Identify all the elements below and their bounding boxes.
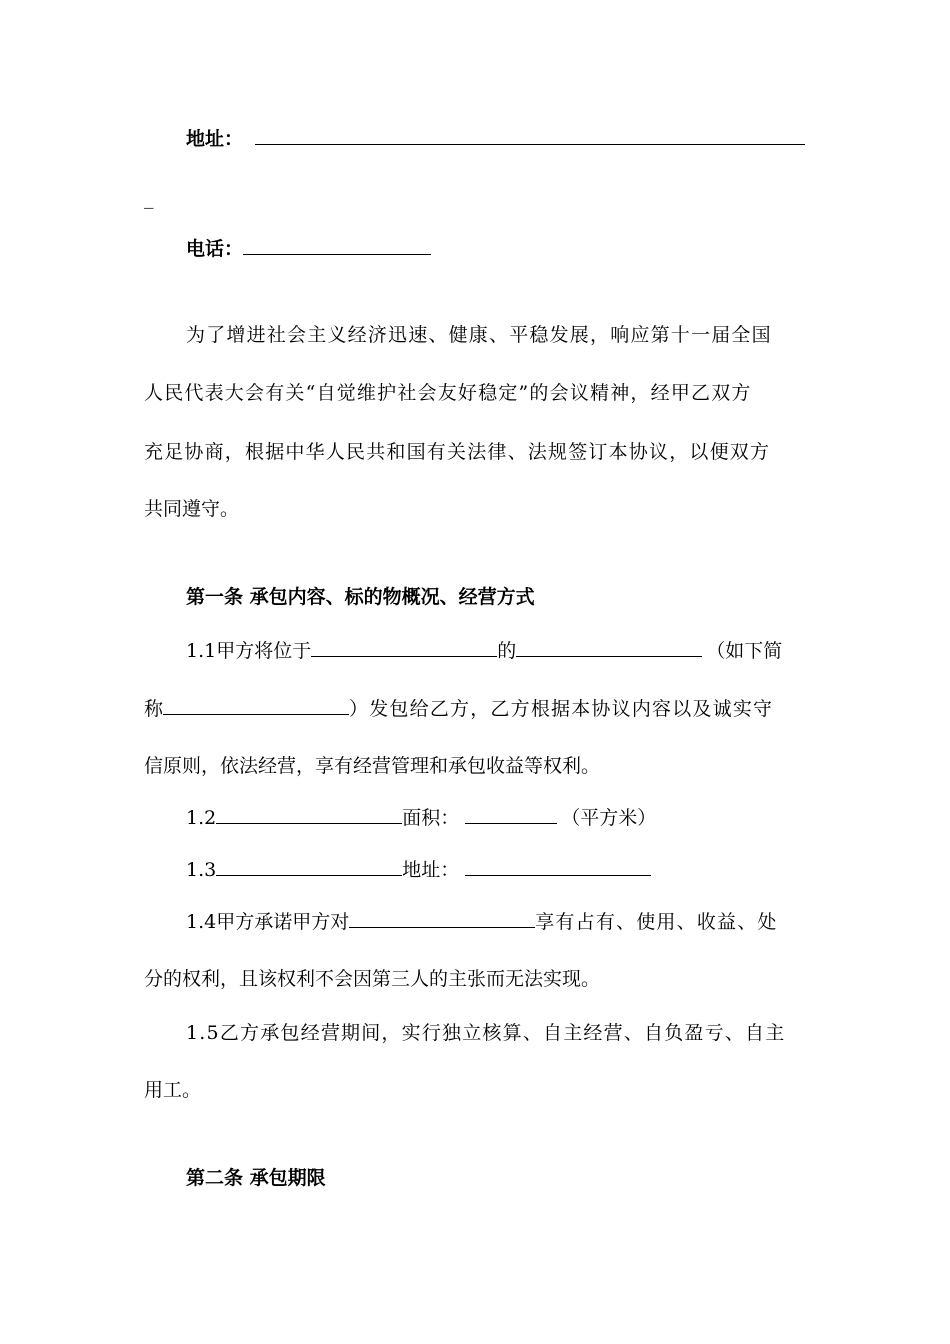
address-label: 地址： [186,128,244,150]
clause-1-1 [186,638,782,663]
clause-1-1-mid: 的 [497,640,517,662]
clause-1-1-suffix: （如下简 [706,640,783,662]
clause-1-2 [186,805,656,830]
article-2-heading: 第二条 承包期限 [186,1167,326,1189]
clause-1-1-cont2: 信原则，依法经营，享有经营管理和承包收益等权利。 [144,755,601,777]
intro-line-3: 充足协商，根据中华人民共和国有关法律、法规签订本协议，以便双方 [144,441,771,463]
clause-1-1-blank-location [311,638,497,657]
phone-row [186,236,431,261]
intro-line-2: 人民代表大会有关“自觉维护社会友好稳定”的会议精神，经甲乙双方 [144,382,752,404]
clause-1-5: 1.5乙方承包经营期间，实行独立核算、自主经营、自负盈亏、自主 [186,1022,786,1044]
clause-1-1-blank-object [516,638,702,657]
phone-blank [243,236,431,255]
clause-1-5-cont: 用工。 [144,1079,202,1101]
clause-1-1-cont [144,696,773,721]
article-1-heading: 第一条 承包内容、标的物概况、经营方式 [186,586,535,608]
clause-1-4-suffix: 享有占有、使用、收益、处 [535,911,778,933]
intro-line-1: 为了增进社会主义经济迅速、健康、平稳发展，响应第十一届全国 [186,324,772,346]
clause-1-1-prefix: 1.1甲方将位于 [186,640,312,662]
intro-line-4: 共同遵守。 [144,498,240,520]
clause-1-3-prefix: 1.3 [186,859,217,881]
address-tail: _ [144,187,154,209]
clause-1-4-prefix: 1.4甲方承诺甲方对 [186,911,350,933]
clause-1-3 [186,857,651,882]
clause-1-2-suffix: （平方米） [561,807,657,829]
clause-1-4-blank [349,909,535,928]
clause-1-3-blank-address [465,857,651,876]
clause-1-3-mid: 地址： [402,859,460,881]
address-blank [255,126,805,145]
clause-1-2-blank-name [216,805,402,824]
clause-1-1-cont-prefix: 称 [144,698,164,720]
clause-1-4 [186,909,778,934]
clause-1-2-prefix: 1.2 [186,807,217,829]
address-row [186,126,805,151]
clause-1-4-cont: 分的权利，且该权利不会因第三人的主张而无法实现。 [144,968,601,990]
clause-1-1-cont-suffix: ）发包给乙方，乙方根据本协议内容以及诚实守 [349,698,774,720]
phone-label: 电话： [186,238,244,260]
clause-1-3-blank-name [216,857,402,876]
clause-1-1-blank-abbrev [163,696,349,715]
clause-1-2-mid: 面积： [402,807,460,829]
clause-1-2-blank-area [465,805,557,824]
